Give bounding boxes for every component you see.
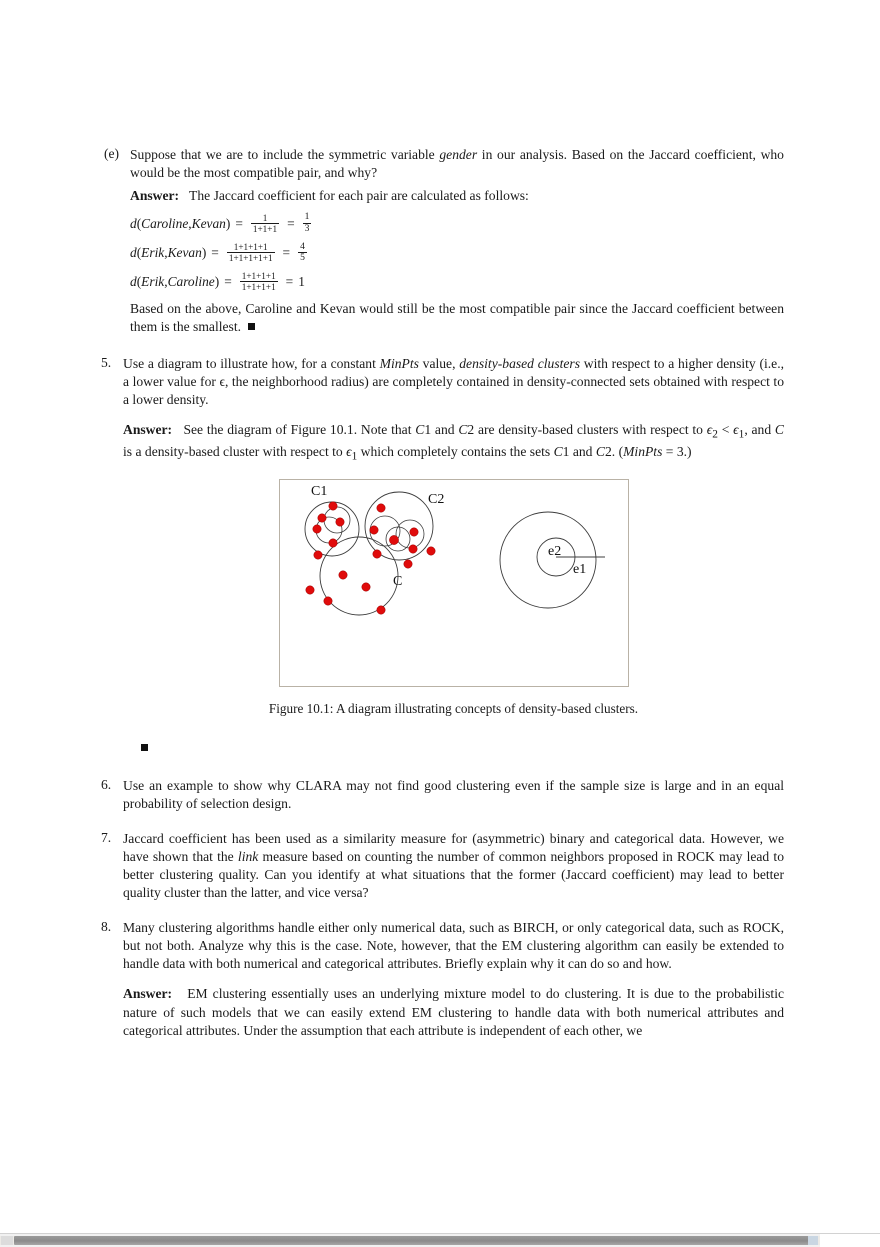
item-5-answer-c1b: C (553, 443, 563, 459)
formula-2-b: Kevan (167, 245, 202, 261)
item-7-part2: measure based on counting the number of common neighbors proposed in ROCK may lead to better clustering quality. Can you identify at what situations that the former (Jaccard coefficient) may lead to better quality cluster than the latter, and vice versa? (123, 848, 784, 901)
formula-2-eq2: = (282, 245, 291, 261)
formula-1-result-fraction (303, 212, 312, 234)
formula-3-numerator: 1+1+1+1 (241, 271, 276, 282)
data-point (408, 545, 416, 553)
data-point (409, 528, 417, 536)
formula-2-result-numerator: 4 (300, 240, 305, 252)
formula-erik-kevan (130, 242, 784, 264)
figure-label-c1: C1 (310, 483, 327, 499)
item-e-answer-intro-line (130, 187, 784, 205)
data-point (328, 502, 336, 510)
data-point (389, 535, 398, 544)
item-e-question-post: in our analysis. Based on the Jaccard coefficient, who would be the most compatible pair, and why? (130, 147, 784, 181)
item-5-eps1b: ϵ (346, 443, 352, 459)
formula-2-close: ) (201, 245, 207, 261)
item-8-answer-text: EM clustering essentially uses an underlying mixture model to do clustering. It is due to the probabilistic nature of such models that we can easily extend EM clustering to handle data with both numerical attributes and categorical attributes. Under the assumption that each attribute is independent of each other, we (123, 986, 785, 1038)
formula-1-result-numerator: 1 (304, 211, 310, 223)
item-e-conclusion-text: Based on the above, Caroline and Kevan would still be the most compatible pair since the Jaccard coefficient between them is the smallest. (130, 300, 784, 334)
qed-square-icon (141, 744, 148, 751)
formula-1-numerator: 1 (262, 212, 268, 223)
formula-3-eq2: = (285, 274, 294, 290)
item-5-answer-part2: and (431, 422, 459, 438)
left-panel (305, 484, 444, 615)
item-5-lt: < (717, 422, 734, 438)
formula-1-a: Caroline (141, 215, 189, 231)
item-5-q-italic1: MinPts (379, 355, 419, 371)
item-8-answer (123, 985, 784, 1039)
formula-3-result: 1 (298, 274, 305, 290)
item-8-marker: 8. (101, 919, 112, 935)
item-5-answer-c1bn: 1 (562, 443, 570, 459)
data-point (372, 550, 380, 558)
scroll-right-button[interactable] (808, 1236, 818, 1245)
formula-caroline-kevan (130, 212, 784, 234)
figure-label-e1: e1 (572, 561, 586, 577)
formula-3-fraction (240, 271, 278, 293)
figure-caption: Figure 10.1: A diagram illustrating concepts of density-based clusters. (268, 700, 639, 716)
formula-2-result-denominator: 5 (300, 252, 305, 264)
item-5-answer-part5: is a density-based cluster with respect to (123, 443, 347, 459)
item-e-question-italic: gender (439, 147, 478, 162)
item-5-answer-c2b: C (595, 443, 605, 459)
data-point (313, 551, 321, 559)
right-panel (500, 512, 605, 608)
data-points (305, 502, 434, 614)
item-5-q-part1: Use a diagram to illustrate how, for a constant (123, 355, 380, 371)
data-point (426, 547, 434, 555)
figure-10-1 (123, 479, 784, 717)
data-point (369, 526, 377, 534)
data-point (328, 539, 336, 547)
item-5-answer-label: Answer: (123, 422, 173, 438)
item-5-answer-c1: C (415, 422, 425, 438)
list-item-7 (101, 829, 784, 902)
formula-1-eq2: = (287, 215, 295, 231)
item-5-answer-part7: and (569, 443, 596, 459)
item-5-answer-part1: See the diagram of Figure 10.1. Note that (183, 422, 416, 438)
data-point (361, 583, 369, 591)
horizontal-scrollbar[interactable] (0, 1233, 880, 1247)
item-5-eps2: ϵ (706, 422, 713, 438)
formula-1-result-denominator: 3 (304, 222, 310, 234)
item-7-part1: Jaccard coefficient has been used as a similarity measure for (asymmetric) binary and categorical data. However, we have shown that the (123, 830, 784, 864)
formula-1-denominator: 1+1+1 (252, 223, 278, 234)
item-5-q-italic2: density-based clusters (459, 355, 581, 371)
data-point (338, 571, 346, 579)
formula-1-eq1: = (235, 215, 243, 231)
item-5-answer-c2bn: 2 (604, 443, 612, 459)
data-point (335, 518, 343, 526)
list-item-e (104, 146, 784, 336)
outer-epsilon1-circle (500, 512, 596, 608)
formula-3-a: Erik (141, 274, 165, 290)
item-5-answer-part9: = 3.) (662, 443, 692, 459)
formula-erik-caroline (130, 271, 784, 293)
item-e-marker: (e) (104, 146, 120, 161)
item-5-q-part3: with respect to a higher density (i.e., a lower value for ϵ, the neighborhood radius) are completely contained in density-connected sets obtained with respect to a lower density. (123, 355, 784, 408)
item-8-answer-label: Answer: (123, 986, 173, 1002)
item-5-eps1-sub: 1 (738, 428, 745, 441)
list-item-8 (101, 919, 785, 1039)
item-5-answer (123, 421, 784, 465)
data-point (376, 504, 384, 512)
item-5-minpts: MinPts (623, 443, 663, 459)
page-content (101, 146, 785, 1040)
figure-box (279, 479, 629, 687)
formula-2-comma: , (164, 245, 168, 261)
item-e-conclusion (130, 300, 784, 336)
density-cluster-diagram (280, 480, 628, 686)
item-e-question-pre: Suppose that we are to include the symmetric variable (130, 147, 440, 162)
data-point (305, 586, 313, 594)
answer-label: Answer: (130, 188, 180, 204)
formula-2-a: Erik (141, 245, 165, 261)
formula-1-close: ) (225, 215, 231, 231)
item-7-italic1: link (237, 848, 259, 864)
figure-label-c: C (392, 573, 402, 589)
formula-2-d: d (130, 245, 137, 261)
item-5-answer-part6: which completely contains the sets (357, 443, 554, 459)
item-5-marker: 5. (101, 354, 112, 370)
item-e-question (130, 146, 784, 182)
item-8-text: Many clustering algorithms handle either only numerical data, such as BIRCH, or only categorical data, such as ROCK, but not both. Analyze why this is the case. Note, however, that the EM clustering algorithm can easily be extended to handle data with both numerical and categorical attributes. Briefly explain why it can do so and how. (123, 920, 784, 972)
formula-1-b: Kevan (191, 215, 226, 231)
scroll-left-button[interactable] (1, 1236, 13, 1245)
item-7-text (123, 830, 784, 902)
formula-3-close: ) (214, 274, 220, 290)
list-item-6 (101, 776, 784, 813)
item-5-answer-c1n: 1 (424, 422, 432, 438)
formula-3-open: ( (136, 274, 142, 290)
item-5-answer-part8: . ( (611, 443, 624, 459)
formula-3-b: Caroline (167, 274, 215, 290)
formula-2-denominator: 1+1+1+1+1 (228, 253, 273, 264)
item-7-marker: 7. (101, 829, 112, 845)
data-point (376, 606, 384, 614)
formula-1-d: d (130, 215, 137, 231)
item-5-answer-part3: are density-based clusters with respect to (474, 422, 707, 438)
item-6-marker: 6. (101, 776, 112, 792)
item-5-answer-part4: , and (744, 422, 775, 438)
item-5-answer-c: C (774, 422, 784, 438)
formula-2-result-fraction (298, 242, 307, 264)
data-point (403, 560, 411, 568)
item-5-eps1b-sub: 1 (351, 450, 358, 463)
stray-qed-row (141, 739, 784, 757)
item-5-answer-c2n: 2 (467, 422, 475, 438)
formula-2-eq1: = (211, 245, 219, 261)
figure-label-c2: C2 (427, 491, 444, 507)
formula-2-fraction (227, 242, 275, 264)
item-5-question (123, 355, 784, 409)
formula-1-open: ( (136, 215, 142, 231)
formula-1-comma: , (188, 215, 192, 231)
data-point (323, 597, 331, 605)
item-6-text: Use an example to show why CLARA may not find good clustering even if the sample size is large and in an equal probability of selection design. (123, 777, 784, 811)
data-point (317, 514, 325, 522)
figure-label-e2: e2 (547, 543, 561, 559)
item-5-q-part2: value, (418, 355, 460, 371)
eps-circle-4 (396, 520, 424, 548)
scrollbar-thumb[interactable] (14, 1236, 810, 1245)
formula-3-eq1: = (224, 274, 232, 290)
list-item-5 (101, 354, 784, 757)
scrollbar-corner (820, 1234, 880, 1247)
formula-3-d: d (130, 274, 137, 290)
item-5-answer-c2: C (458, 422, 468, 438)
formula-2-numerator: 1+1+1+1 (233, 242, 268, 253)
item-5-eps1: ϵ (733, 422, 739, 438)
formula-3-comma: , (164, 274, 168, 290)
formula-2-open: ( (136, 245, 142, 261)
item-e-answer-intro: The Jaccard coefficient for each pair are calculated as follows: (189, 188, 529, 204)
item-e-answer (130, 187, 784, 336)
qed-square-icon (248, 323, 255, 330)
item-5-eps2-sub: 2 (712, 428, 718, 441)
formula-1-fraction (251, 213, 279, 235)
formula-3-denominator: 1+1+1+1 (241, 282, 276, 293)
data-point (312, 525, 320, 533)
